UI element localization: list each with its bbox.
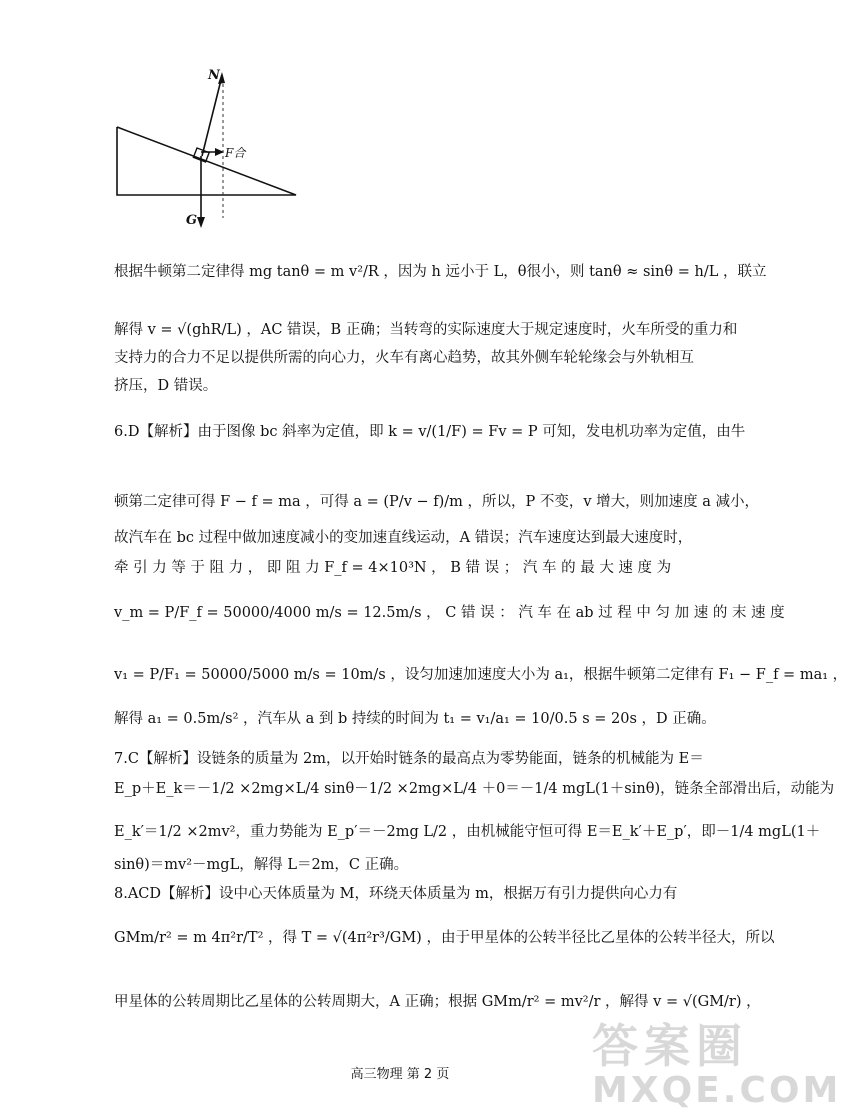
watermark-logo: [592, 1010, 842, 1115]
text-line-9: v_m = P/F_f = 50000/4000 m/s = 12.5m/s ， C 错 误 ： 汽 车 在 ab 过 程 中 匀 加 速 的 末 速 度: [114, 605, 785, 621]
text-line-4: 挤压，D 错误。: [114, 378, 218, 394]
text-line-3: 支持力的合力不足以提供所需的向心力，火车有离心趋势，故其外侧车轮轮缘会与外轨相互: [114, 350, 694, 366]
text-line-15: sinθ)＝mv²－mgL，解得 L＝2m，C 正确。: [114, 857, 409, 873]
text-line-5: 6.D【解析】由于图像 bc 斜率为定值，即 k = v/(1/F) = Fv = P 可知，发电机功率为定值，由牛: [114, 424, 746, 440]
text-line-6: 顿第二定律可得 F − f = ma ，可得 a = (P/v − f)/m ，所以，P 不变，v 增大，则加速度 a 减小，: [114, 494, 760, 510]
label-g: G: [186, 213, 198, 228]
page-footer: 高三物理 第 2 页: [350, 1067, 450, 1082]
text-line-1: 根据牛顿第二定律得 mg tanθ = m v²/R ，因为 h 远小于 L，θ很小，则 tanθ ≈ sinθ = h/L ，联立: [114, 264, 767, 280]
label-n: N: [208, 68, 220, 83]
text-line-13: E_p＋E_k＝－1/2 ×2mg×L/4 sinθ－1/2 ×2mg×L/4 ＋0＝－1/4 mgL(1＋sinθ)，链条全部滑出后，动能为: [114, 781, 835, 797]
text-line-8: 牵 引 力 等 于 阻 力 ， 即 阻 力 F_f = 4×10³N ， B 错 误 ； 汽 车 的 最 大 速 度 为: [114, 560, 672, 576]
text-line-7: 故汽车在 bc 过程中做加速度减小的变加速直线运动，A 错误；汽车速度达到最大速度时，: [114, 530, 693, 546]
text-line-17: GMm/r² = m 4π²r/T² ，得 T = √(4π²r³/GM) ，由于甲星体的公转半径比乙星体的公转半径大，所以: [114, 930, 775, 946]
text-line-14: E_k′＝1/2 ×2mv²，重力势能为 E_p′＝－2mg L/2 ，由机械能守恒可得 E＝E_k′＋E_p′，即－1/4 mgL(1＋: [114, 824, 821, 840]
text-line-18: 甲星体的公转周期比乙星体的公转周期大，A 正确；根据 GMm/r² = mv²/r ，解得 v = √(GM/r) ，: [114, 994, 761, 1010]
text-line-2: 解得 v = √(ghR/L) ，AC 错误，B 正确；当转弯的实际速度大于规定速度时，火车所受的重力和: [114, 322, 738, 338]
text-line-10: v₁ = P/F₁ = 50000/5000 m/s = 10m/s ，设匀加速加速度大小为 a₁，根据牛顿第二定律有 F₁ − F_f = ma₁ ，: [114, 667, 847, 683]
watermark-bottom: MXQE.COM: [592, 1070, 842, 1111]
text-line-12: 7.C【解析】设链条的质量为 2m，以开始时链条的最高点为零势能面，链条的机械能为 E＝: [114, 751, 704, 767]
text-line-16: 8.ACD【解析】设中心天体质量为 M，环绕天体质量为 m，根据万有引力提供向心力有: [114, 886, 678, 902]
label-f: F合: [225, 146, 246, 160]
text-line-11: 解得 a₁ = 0.5m/s² ，汽车从 a 到 b 持续的时间为 t₁ = v₁/a₁ = 10/0.5 s = 20s ，D 正确。: [114, 711, 716, 727]
watermark-top: 答案圈: [592, 1019, 748, 1073]
normal-force-arrow: [202, 76, 222, 156]
incline-force-diagram: [100, 60, 320, 240]
